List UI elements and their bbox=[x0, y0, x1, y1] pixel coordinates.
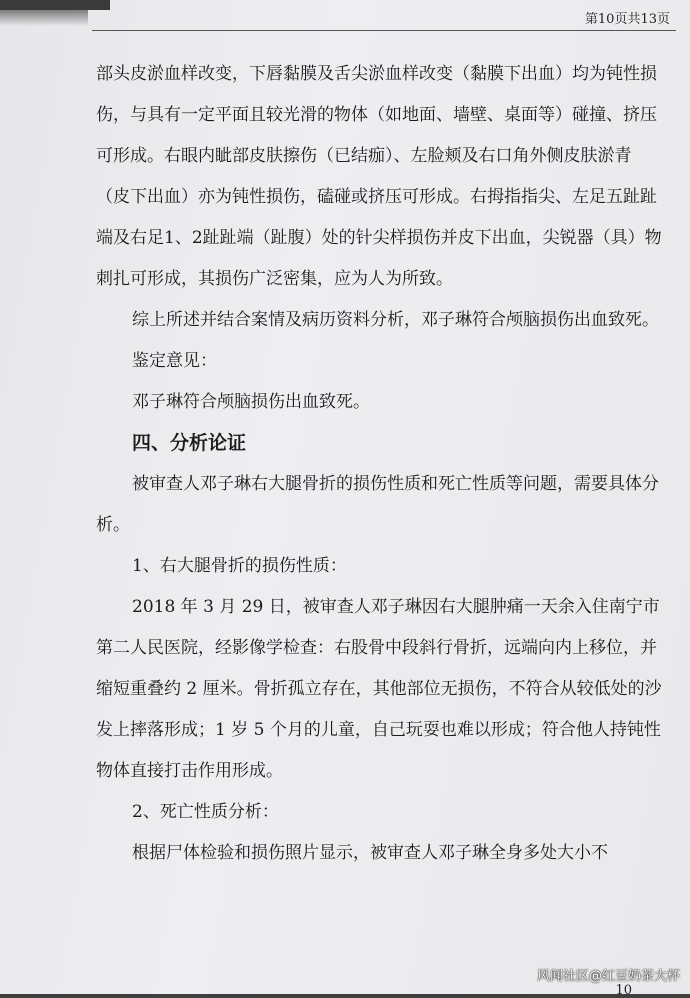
section-heading: 四、分析论证 bbox=[132, 432, 247, 454]
paragraph-opinion-label: 鉴定意见： bbox=[132, 351, 217, 371]
paragraph-opinion: 邓子琳符合颅脑损伤出血致死。 bbox=[132, 392, 370, 412]
page-indicator: 第10页共13页 bbox=[584, 12, 670, 27]
paragraph-subheading-1: 1、右大腿骨折的损伤性质： bbox=[132, 556, 347, 576]
watermark: 风闻社区@红豆奶茶大杯 bbox=[536, 969, 680, 984]
paragraph-fracture-analysis: 2018 年 3 月 29 日，被审查人邓子琳因右大腿肿痛一天余入住南宁市第二人民医院，经影像学检查：右股骨中段斜行骨折，远端向内上移位，并缩短重叠约 2 厘米。骨折孤立存在，其他部位无损伤，不符合从较低处的沙发上摔落形成；1 岁 5 个月的儿童，自己玩耍也难以形成；符合他人持钝性物体直接打击作用形成。 bbox=[96, 597, 662, 781]
paragraph-subheading-2: 2、死亡性质分析： bbox=[132, 802, 279, 822]
paragraph-summary: 综上所述并结合案情及病历资料分析，邓子琳符合颅脑损伤出血致死。 bbox=[132, 310, 659, 330]
paragraph-intro: 被审查人邓子琳右大腿骨折的损伤性质和死亡性质等问题，需要具体分析。 bbox=[96, 474, 659, 535]
document-body bbox=[96, 54, 662, 874]
background-edge-shadow bbox=[0, 0, 88, 26]
paragraph-death-analysis: 根据尸体检验和损伤照片显示，被审查人邓子琳全身多处大小不 bbox=[132, 843, 608, 863]
paragraph-injury-description: 部头皮淤血样改变，下唇黏膜及舌尖淤血样改变（黏膜下出血）均为钝性损伤，与具有一定平面且较光滑的物体（如地面、墙壁、桌面等）碰撞、挤压可形成。右眼内眦部皮肤擦伤（已结痂）、左脸颊及右口角外侧皮肤淤青（皮下出血）亦为钝性损伤，磕碰或挤压可形成。右拇指指尖、左足五趾趾端及右足1、2趾趾端（趾腹）处的针尖样损伤并皮下出血，尖锐器（具）物刺扎可形成，其损伤广泛密集，应为人为所致。 bbox=[96, 64, 662, 289]
page-number: 10 bbox=[615, 983, 632, 998]
header-rule bbox=[92, 30, 676, 31]
